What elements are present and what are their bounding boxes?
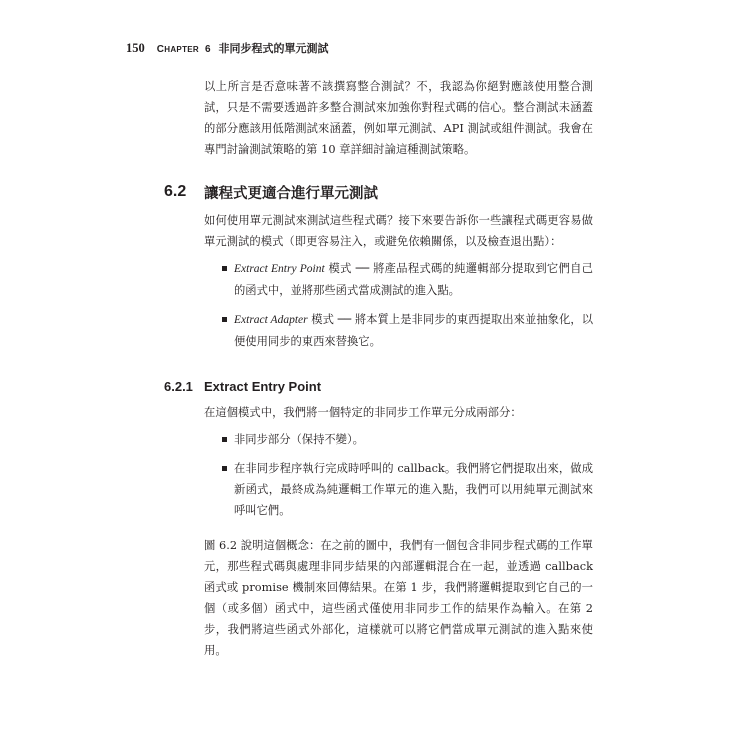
subsection-number: 6.2.1 [164,378,193,394]
bullet-icon [222,437,227,442]
list-item-text: 模式 ── 將產品程式碼的純邏輯部分提取到它們自己的函式中，並將那些函式當成測試的進入點。 [234,262,593,297]
chapter-number: 6 [204,44,211,55]
intro-paragraph: 以上所言是否意味著不該撰寫整合測試？不，我認為你絕對應該使用整合測試，只是不需要透過許多整合測試來加強你對程式碼的信心。整合測試未涵蓋的部分應該用低階測試來涵蓋，例如單元測試、API 測試或組件測試。我會在專門討論測試策略的第 10 章詳細討論這種測試策略。 [204,80,593,156]
list-item-text: 在非同步程序執行完成時呼叫的 callback。我們將它們提取出來，做成新函式，最終成為純邏輯工作單元的進入點，我們可以用純單元測試來呼叫它們。 [234,462,593,517]
list-item-text: 非同步部分（保持不變）。 [234,433,364,446]
page-number: 150 [126,41,145,55]
chapter-title: 非同步程式的單元測試 [218,42,329,55]
bullet-icon [222,266,227,271]
chapter-label [157,44,199,55]
subsection-heading [164,376,593,396]
list-item [234,458,593,521]
running-head [126,40,329,58]
list-item [234,258,593,301]
list-item [234,429,593,450]
pattern-list [204,258,593,352]
pattern-term: Extract Entry Point [234,263,325,275]
body-text [164,76,593,661]
list-item [234,309,593,352]
closing-paragraph: 圖 6.2 說明這個概念：在之前的圖中，我們有一個包含非同步程式碼的工作單元，那些程式碼與處理非同步結果的內部邏輯混合在一起，並透過 callback 函式或 promise 機制來回傳結果。在第 1 步，我們將邏輯提取到它自己的一個（或多個）函式中，這些函式僅使用非同步工作的結果作為輸入。在第 2 步，我們將這些函式外部化，這樣就可以將它們當成單元測試的進入點來使用。 [204,539,593,657]
chapter-label-rest: HAPTER [164,45,199,54]
subsection-lead-paragraph: 在這個模式中，我們將一個特定的非同步工作單元分成兩部分： [204,406,522,419]
subsection-title: Extract Entry Point [204,378,322,394]
bullet-icon [222,466,227,471]
section-title: 讓程式更適合進行單元測試 [204,185,378,202]
list-item-text: 模式 ── 將本質上是非同步的東西提取出來並抽象化，以便使用同步的東西來替換它。 [234,313,593,348]
chapter-label-initial: C [156,44,165,55]
section-lead-paragraph: 如何使用單元測試來測試這些程式碼？接下來要告訴你一些讓程式碼更容易做單元測試的模式（即更容易注入，或避免依賴關係，以及檢查退出點）： [204,214,593,248]
section-number: 6.2 [164,183,187,200]
bullet-icon [222,317,227,322]
section-heading [164,180,593,204]
split-list [204,429,593,521]
pattern-term: Extract Adapter [234,314,308,326]
